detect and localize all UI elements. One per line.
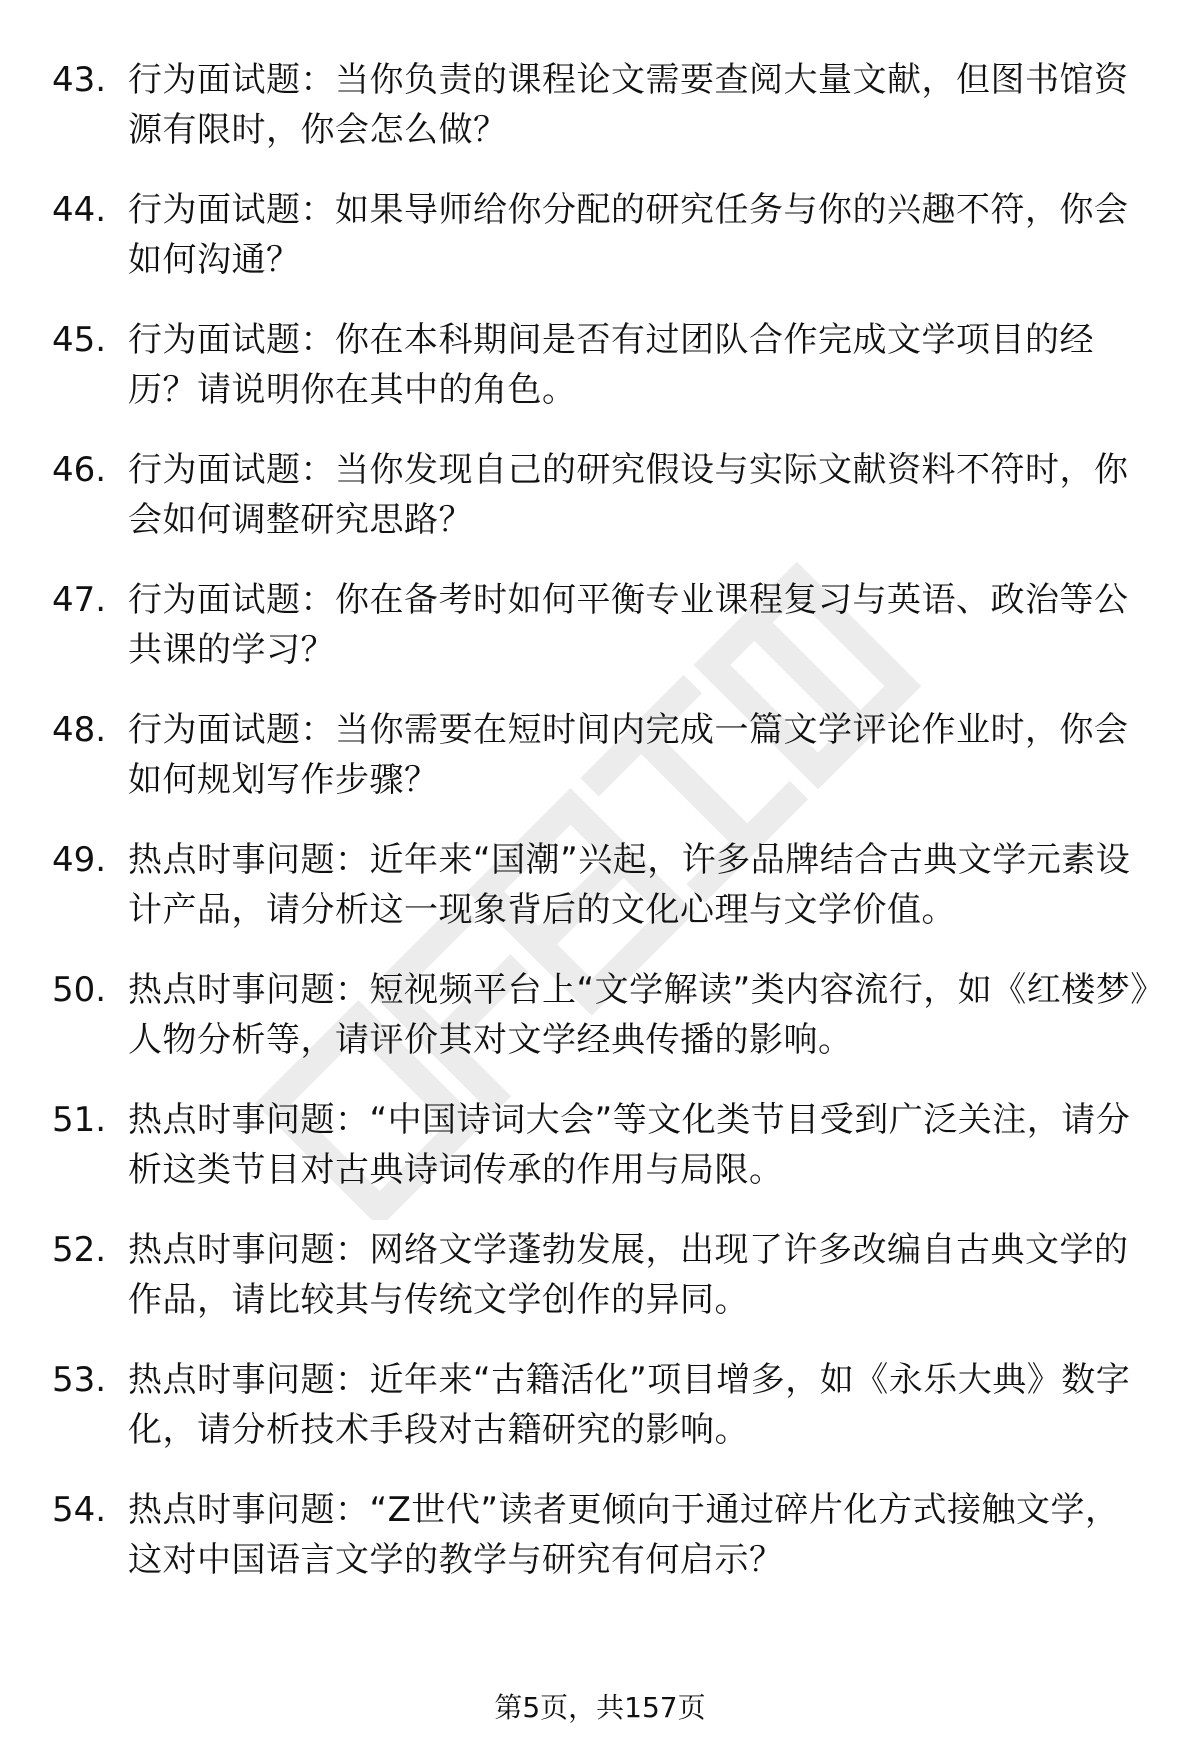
- question-item: [52, 1225, 1152, 1355]
- question-number: 50.: [52, 970, 107, 1010]
- question-text: 热点时事问题：“中国诗词大会”等文化类节目受到广泛关注，请分析这类节目对古典诗词传承的作用与局限。: [128, 1100, 1131, 1190]
- page-number-label: 第5页，共157页: [494, 1691, 706, 1724]
- question-text: 行为面试题：你在本科期间是否有过团队合作完成文学项目的经历？请说明你在其中的角色。: [128, 320, 1094, 410]
- question-number: 51.: [52, 1100, 107, 1140]
- question-text: 行为面试题：当你发现自己的研究假设与实际文献资料不符时，你会如何调整研究思路？: [128, 450, 1129, 540]
- question-item: [52, 185, 1152, 315]
- question-number: 43.: [52, 60, 107, 100]
- question-number: 53.: [52, 1360, 107, 1400]
- question-text: 行为面试题：如果导师给你分配的研究任务与你的兴趣不符，你会如何沟通？: [128, 190, 1129, 280]
- question-list: [52, 55, 1152, 1615]
- question-number: 52.: [52, 1230, 107, 1270]
- question-item: [52, 1095, 1152, 1225]
- question-number: 47.: [52, 580, 107, 620]
- page-footer: [0, 1688, 1200, 1728]
- question-item: [52, 55, 1152, 185]
- question-item: [52, 315, 1152, 445]
- question-item: [52, 835, 1152, 965]
- question-text: 热点时事问题：短视频平台上“文学解读”类内容流行，如《红楼梦》人物分析等，请评价其对文学经典传播的影响。: [128, 970, 1148, 1060]
- question-number: 46.: [52, 450, 107, 490]
- question-item: [52, 705, 1152, 835]
- question-text: 热点时事问题：“Z世代”读者更倾向于通过碎片化方式接触文学，这对中国语言文学的教学与研究有何启示？: [128, 1490, 1120, 1580]
- question-item: [52, 965, 1152, 1095]
- question-item: [52, 445, 1152, 575]
- question-item: [52, 575, 1152, 705]
- question-number: 44.: [52, 190, 107, 230]
- question-text: 热点时事问题：近年来“国潮”兴起，许多品牌结合古典文学元素设计产品，请分析这一现象背后的文化心理与文学价值。: [128, 840, 1131, 930]
- question-item: [52, 1485, 1152, 1615]
- question-text: 行为面试题：你在备考时如何平衡专业课程复习与英语、政治等公共课的学习？: [128, 580, 1129, 670]
- question-number: 48.: [52, 710, 107, 750]
- question-text: 行为面试题：当你负责的课程论文需要查阅大量文献，但图书馆资源有限时，你会怎么做？: [128, 60, 1129, 150]
- question-text: 行为面试题：当你需要在短时间内完成一篇文学评论作业时，你会如何规划写作步骤？: [128, 710, 1129, 800]
- question-item: [52, 1355, 1152, 1485]
- question-number: 49.: [52, 840, 107, 880]
- question-number: 54.: [52, 1490, 107, 1530]
- question-number: 45.: [52, 320, 107, 360]
- question-text: 热点时事问题：近年来“古籍活化”项目增多，如《永乐大典》数字化，请分析技术手段对古籍研究的影响。: [128, 1360, 1131, 1450]
- question-text: 热点时事问题：网络文学蓬勃发展，出现了许多改编自古典文学的作品，请比较其与传统文学创作的异同。: [128, 1230, 1129, 1320]
